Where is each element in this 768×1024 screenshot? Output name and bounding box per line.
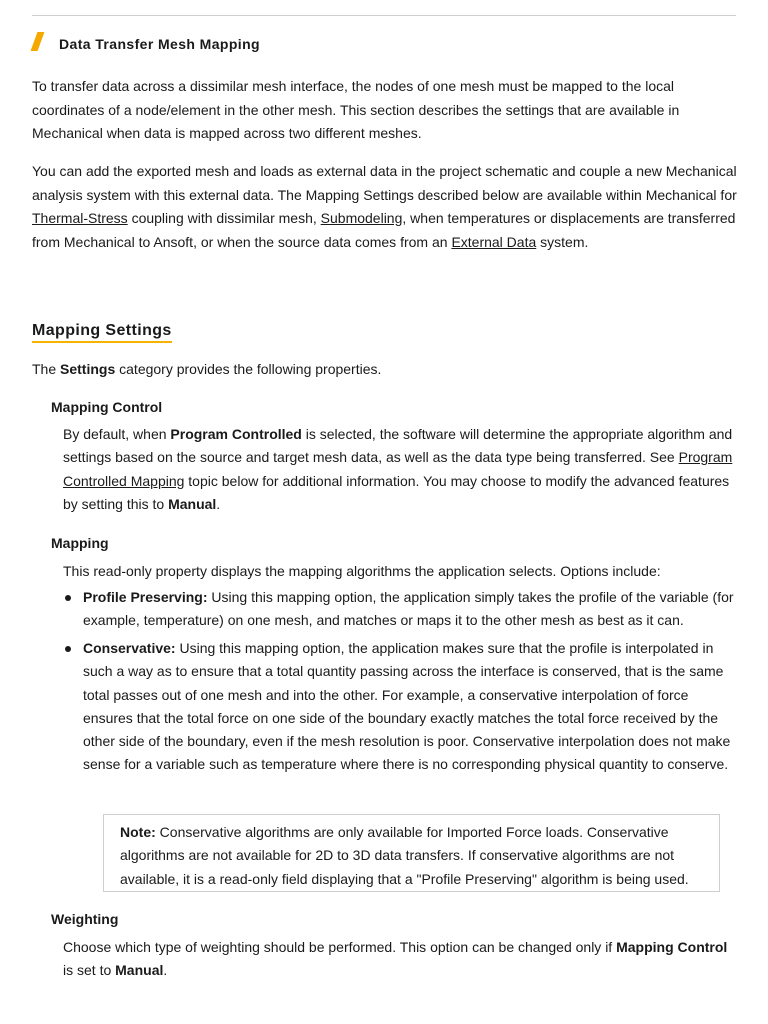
top-divider (32, 15, 736, 16)
intro-paragraph-1: To transfer data across a dissimilar mesh interface, the nodes of one mesh must be mapped to the local coordinates of a node/element in the other mesh. This section describes the settings that are available in Mechanical when data is mapped across two different meshes. (32, 78, 680, 141)
program-controlled-mapping-link[interactable]: Program Controlled Mapping (63, 449, 733, 489)
note-label: Note: (120, 824, 156, 840)
intro-p2-text-2: coupling with dissimilar mesh, (127, 210, 321, 226)
mc-bold-2: Manual (168, 495, 217, 512)
bullet-marker (65, 595, 71, 601)
settings-intro (32, 359, 381, 379)
bullet-marker (65, 646, 71, 652)
mapping-control-description (63, 423, 739, 516)
weighting-description (63, 936, 739, 983)
bullet-label: Profile Preserving: (83, 589, 208, 605)
intro-p2-text-1: You can add the exported mesh and loads as external data in the project schematic and couple a new Mechanical analysis system with this external data. The Mapping Settings described below are available within Mechanical for (32, 163, 737, 203)
intro-p2-text-4: system. (536, 233, 589, 250)
submodeling-link[interactable]: Submodeling (320, 210, 403, 226)
bullet-text: Using this mapping option, the application makes sure that the profile is interpolated in such a way as to ensure that a total quantity passing across the interface is conserved, that is the same total passes out of one mesh and into the other. For example, a conservative interpolation of force ensures that the total force on one side of the boundary exactly matches the total force received by the other side of the boundary, even if the mesh resolution is poor. Conservative interpolation does not make sense for a variable such as temperature where there is no corresponding physical quantity to conserve. (83, 640, 731, 773)
mc-text-2: is selected, the software will determine the appropriate algorithm and settings based on the source and target mesh data, as well as the data type being transferred. See (63, 426, 733, 466)
weighting-text-3: . (163, 962, 168, 979)
weighting-text-1: Choose which type of weighting should be performed. This option can be changed only if (63, 939, 617, 955)
note-box (103, 814, 720, 892)
weighting-bold-1: Mapping Control (616, 939, 728, 955)
mc-text-3: topic below for additional information. You may choose to modify the advanced features by setting this to (63, 472, 730, 512)
mapping-settings-heading: Mapping Settings (32, 322, 172, 343)
heading-accent-mark (31, 32, 45, 51)
weighting-text-2: is set to (63, 962, 116, 979)
mapping-description: This read-only property displays the mapping algorithms the application selects. Options include: (63, 563, 661, 579)
bullet-text: Using this mapping option, the application simply takes the profile of the variable (for example, temperature) on one mesh, and matches or maps it to the other mesh as best as it can. (83, 589, 734, 629)
bullet-profile-preserving (83, 586, 739, 633)
external-data-link[interactable]: External Data (451, 233, 537, 250)
bullet-conservative (83, 637, 739, 777)
mapping-term: Mapping (51, 535, 109, 551)
bullet-label: Conservative: (83, 640, 176, 656)
intro-paragraph-2 (32, 160, 738, 254)
mc-text-1: By default, when (63, 426, 171, 442)
weighting-term: Weighting (51, 911, 119, 927)
settings-intro-pre: The (32, 361, 61, 377)
note-text: Conservative algorithms are only available for Imported Force loads. Conservative algorithms are not available for 2D to 3D data transfers. If conservative algorithms are not available, it is a read-only field displaying that a "Profile Preserving" algorithm is being used. (120, 824, 689, 887)
settings-intro-post: category provides the following properties. (115, 361, 382, 377)
mc-text-4: . (216, 495, 221, 512)
mapping-control-term: Mapping Control (51, 399, 163, 415)
settings-intro-bold: Settings (60, 361, 116, 377)
mc-bold-1: Program Controlled (170, 426, 302, 442)
page-title: Data Transfer Mesh Mapping (59, 36, 260, 52)
intro-p2-text-3: , when temperatures or displacements are transferred from Mechanical to Ansoft, or when the source data comes from an (32, 210, 736, 250)
weighting-bold-2: Manual (115, 962, 164, 979)
thermal-stress-link[interactable]: Thermal-Stress (32, 210, 128, 226)
